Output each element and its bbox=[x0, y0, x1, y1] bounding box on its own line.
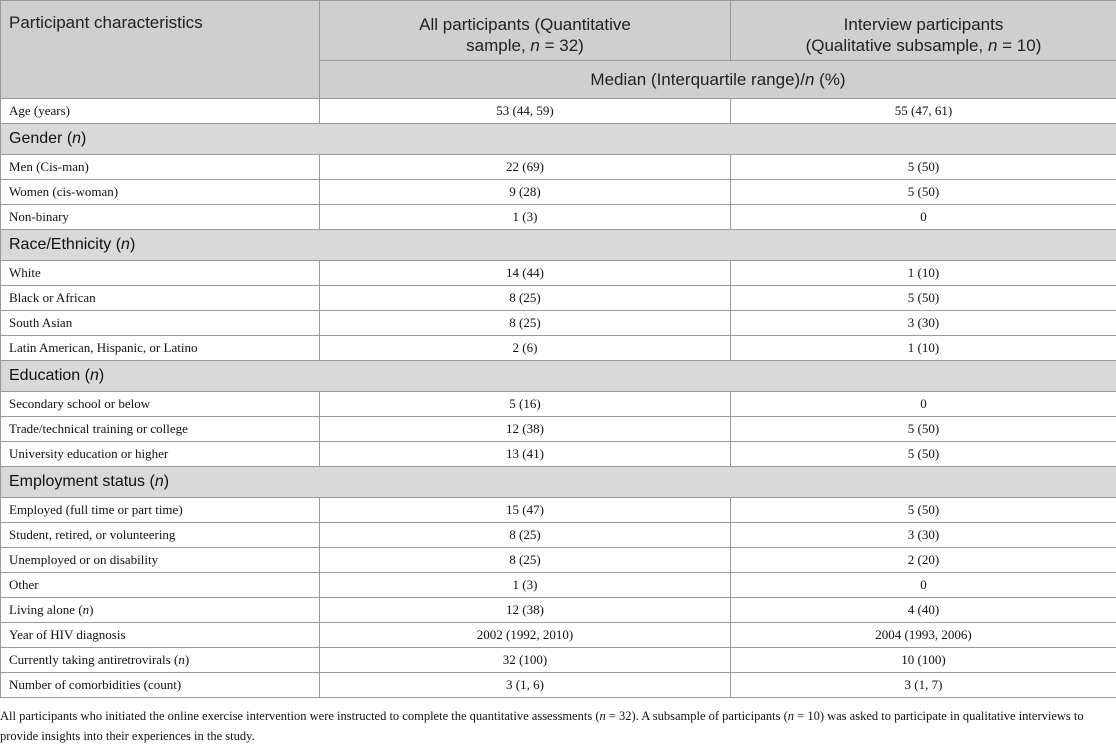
table-row bbox=[1, 205, 1116, 230]
all-participants-value: 12 (38) bbox=[320, 417, 731, 442]
section-label: Race/Ethnicity (n) bbox=[1, 230, 1116, 261]
section-label: Gender (n) bbox=[1, 124, 1116, 155]
section-label: Employment status (n) bbox=[1, 467, 1116, 498]
table-row bbox=[1, 99, 1116, 124]
interview-participants-value: 5 (50) bbox=[731, 417, 1116, 442]
all-participants-value: 2 (6) bbox=[320, 336, 731, 361]
table-row bbox=[1, 523, 1116, 548]
interview-participants-value: 3 (30) bbox=[731, 523, 1116, 548]
table-row bbox=[1, 498, 1116, 523]
table-row bbox=[1, 598, 1116, 623]
table-row bbox=[1, 311, 1116, 336]
section-header-row bbox=[1, 124, 1116, 155]
all-participants-value: 15 (47) bbox=[320, 498, 731, 523]
row-label: Year of HIV diagnosis bbox=[1, 623, 320, 648]
table-footnote: All participants who initiated the online exercise intervention were instructed to complete the quantitative assessments (n = 32). A subsample of participants (n = 10) was asked to participate in qualitative interviews to provide insights into their experiences in the study. bbox=[0, 709, 1084, 743]
interview-participants-value: 0 bbox=[731, 573, 1116, 598]
interview-participants-value: 2004 (1993, 2006) bbox=[731, 623, 1116, 648]
all-participants-value: 22 (69) bbox=[320, 155, 731, 180]
interview-participants-value: 2 (20) bbox=[731, 548, 1116, 573]
row-label: Age (years) bbox=[1, 99, 320, 124]
section-label: Education (n) bbox=[1, 361, 1116, 392]
interview-participants-value: 0 bbox=[731, 392, 1116, 417]
section-header-row bbox=[1, 230, 1116, 261]
row-label: Latin American, Hispanic, or Latino bbox=[1, 336, 320, 361]
all-participants-value: 1 (3) bbox=[320, 205, 731, 230]
interview-participants-value: 1 (10) bbox=[731, 336, 1116, 361]
header-interview-participants: Interview participants (Qualitative subsample, n = 10) bbox=[731, 1, 1116, 61]
table-row bbox=[1, 336, 1116, 361]
section-header-row bbox=[1, 361, 1116, 392]
all-participants-value: 8 (25) bbox=[320, 523, 731, 548]
all-participants-value: 8 (25) bbox=[320, 286, 731, 311]
row-label: University education or higher bbox=[1, 442, 320, 467]
interview-participants-value: 0 bbox=[731, 205, 1116, 230]
interview-participants-value: 3 (30) bbox=[731, 311, 1116, 336]
interview-participants-value: 5 (50) bbox=[731, 180, 1116, 205]
row-label: Men (Cis-man) bbox=[1, 155, 320, 180]
interview-participants-value: 4 (40) bbox=[731, 598, 1116, 623]
row-label: Student, retired, or volunteering bbox=[1, 523, 320, 548]
row-label: White bbox=[1, 261, 320, 286]
row-label: Black or African bbox=[1, 286, 320, 311]
interview-participants-value: 5 (50) bbox=[731, 442, 1116, 467]
all-participants-value: 9 (28) bbox=[320, 180, 731, 205]
all-participants-value: 13 (41) bbox=[320, 442, 731, 467]
table-row bbox=[1, 417, 1116, 442]
all-participants-value: 1 (3) bbox=[320, 573, 731, 598]
header-all-participants: All participants (Quantitative sample, n = 32) bbox=[320, 1, 731, 61]
table-row bbox=[1, 261, 1116, 286]
table-row bbox=[1, 573, 1116, 598]
row-label: Other bbox=[1, 573, 320, 598]
table-row bbox=[1, 392, 1116, 417]
header-median-iqr: Median (Interquartile range)/n (%) bbox=[320, 61, 1116, 99]
row-label: Unemployed or on disability bbox=[1, 548, 320, 573]
row-label: Currently taking antiretrovirals (n) bbox=[1, 648, 320, 673]
table-row bbox=[1, 623, 1116, 648]
table-row bbox=[1, 548, 1116, 573]
row-label: Non-binary bbox=[1, 205, 320, 230]
row-label: Employed (full time or part time) bbox=[1, 498, 320, 523]
table-row bbox=[1, 648, 1116, 673]
all-participants-value: 3 (1, 6) bbox=[320, 673, 731, 698]
all-participants-value: 8 (25) bbox=[320, 548, 731, 573]
header-characteristics: Participant characteristics bbox=[1, 1, 320, 99]
interview-participants-value: 10 (100) bbox=[731, 648, 1116, 673]
all-participants-value: 5 (16) bbox=[320, 392, 731, 417]
row-label: Living alone (n) bbox=[1, 598, 320, 623]
all-participants-value: 8 (25) bbox=[320, 311, 731, 336]
table-row bbox=[1, 673, 1116, 698]
all-participants-value: 14 (44) bbox=[320, 261, 731, 286]
interview-participants-value: 3 (1, 7) bbox=[731, 673, 1116, 698]
interview-participants-value: 55 (47, 61) bbox=[731, 99, 1116, 124]
row-label: Number of comorbidities (count) bbox=[1, 673, 320, 698]
all-participants-value: 12 (38) bbox=[320, 598, 731, 623]
table-row bbox=[1, 155, 1116, 180]
table-header-row bbox=[1, 1, 1116, 61]
row-label: Secondary school or below bbox=[1, 392, 320, 417]
interview-participants-value: 5 (50) bbox=[731, 155, 1116, 180]
interview-participants-value: 1 (10) bbox=[731, 261, 1116, 286]
table-row bbox=[1, 286, 1116, 311]
all-participants-value: 32 (100) bbox=[320, 648, 731, 673]
row-label: Women (cis-woman) bbox=[1, 180, 320, 205]
section-header-row bbox=[1, 467, 1116, 498]
interview-participants-value: 5 (50) bbox=[731, 498, 1116, 523]
row-label: South Asian bbox=[1, 311, 320, 336]
interview-participants-value: 5 (50) bbox=[731, 286, 1116, 311]
table-row bbox=[1, 442, 1116, 467]
table-row bbox=[1, 180, 1116, 205]
all-participants-value: 53 (44, 59) bbox=[320, 99, 731, 124]
row-label: Trade/technical training or college bbox=[1, 417, 320, 442]
all-participants-value: 2002 (1992, 2010) bbox=[320, 623, 731, 648]
